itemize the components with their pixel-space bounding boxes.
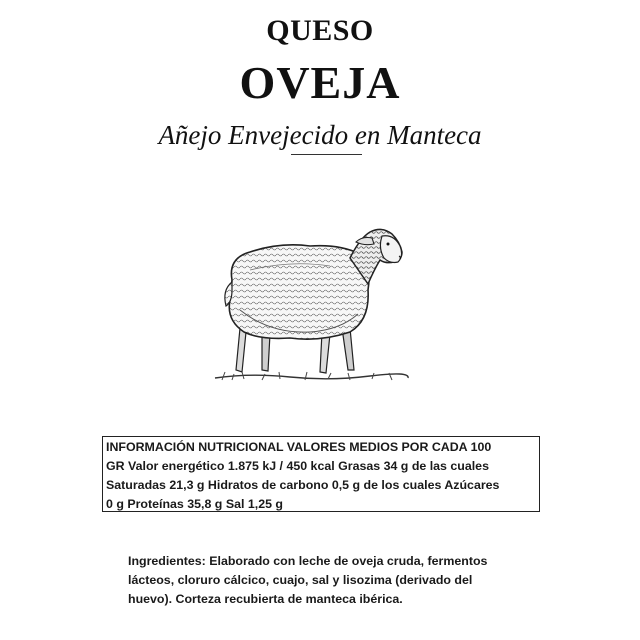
product-name: OVEJA (239, 57, 401, 108)
nutrition-line: GR Valor energético 1.875 kJ / 450 kcal Grasas 34 g de las cuales (106, 459, 489, 473)
product-type: QUESO (266, 14, 374, 47)
sheep-icon (210, 210, 410, 390)
ingredients-line: lácteos, cloruro cálcico, cuajo, sal y lisozima (derivado del (128, 573, 473, 587)
nutrition-line: Saturadas 21,3 g Hidratos de carbono 0,5 g de los cuales Azúcares (106, 478, 500, 492)
product-subtitle: Añejo Envejecido en Manteca (158, 120, 482, 150)
nutrition-line: INFORMACIÓN NUTRICIONAL VALORES MEDIOS POR CADA 100 (106, 440, 492, 454)
ingredients-line: huevo). Corteza recubierta de manteca ibérica. (128, 592, 403, 606)
subtitle-underline (291, 154, 362, 155)
nutrition-info-box (102, 436, 540, 512)
nutrition-line: 0 g Proteínas 35,8 g Sal 1,25 g (106, 497, 283, 511)
ingredients-text (128, 552, 528, 609)
ingredients-line: Ingredientes: Elaborado con leche de oveja cruda, fermentos (128, 554, 488, 568)
